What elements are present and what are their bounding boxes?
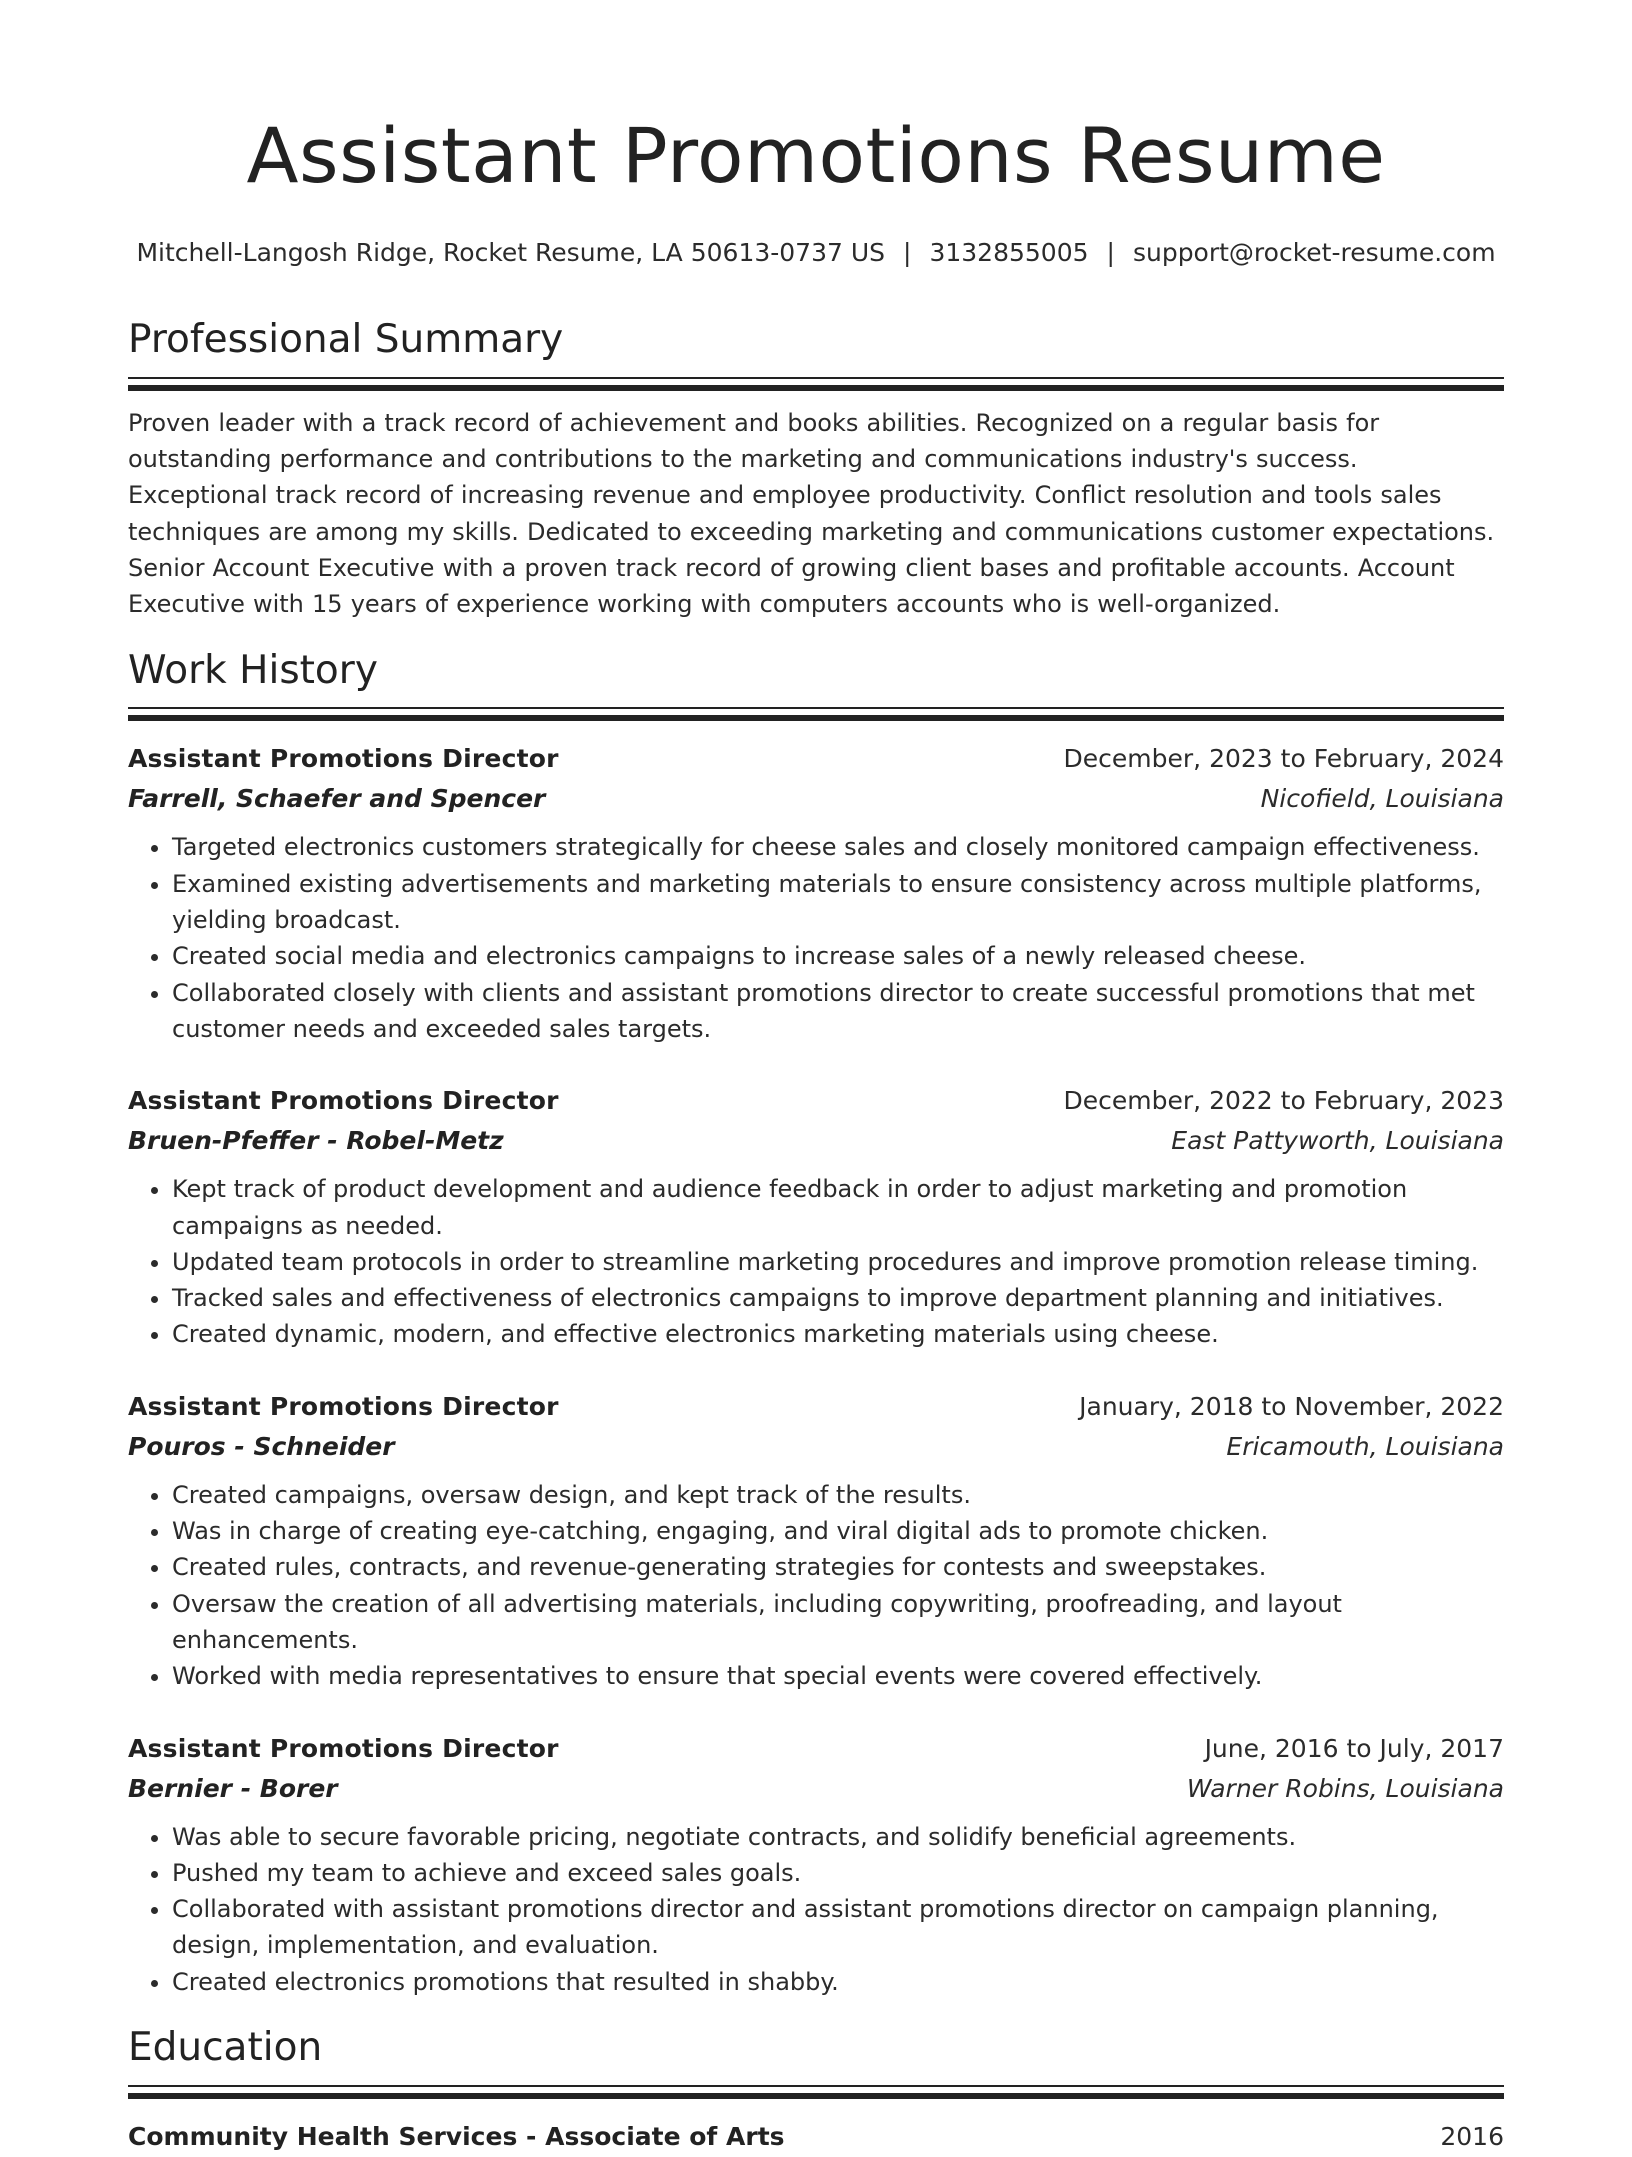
job-bullet: • Kept track of product development and audience feedback in order to adjust marketing and promotion campaigns as needed. bbox=[172, 1171, 1504, 1244]
job-title: Assistant Promotions Director bbox=[128, 1733, 559, 1763]
contact-separator: | bbox=[903, 238, 912, 267]
contact-email[interactable]: support@rocket-resume.com bbox=[1132, 238, 1496, 267]
education-year: 2016 bbox=[1440, 2121, 1504, 2151]
resume-content bbox=[128, 318, 1504, 2157]
job-company: Bruen-Pfeffer - Robel-Metz bbox=[128, 1126, 504, 1156]
job-entry bbox=[128, 1387, 1504, 1695]
job-entry bbox=[128, 739, 1504, 1047]
work-history-section bbox=[128, 649, 1504, 2000]
job-dates: June, 2016 to July, 2017 bbox=[1204, 1733, 1504, 1763]
section-divider-thick bbox=[128, 715, 1504, 721]
section-divider bbox=[128, 2085, 1504, 2087]
job-company: Bernier - Borer bbox=[128, 1773, 338, 1803]
job-bullet: • Targeted electronics customers strategically for cheese sales and closely monitored campaign effectiveness. bbox=[172, 829, 1504, 865]
job-bullet: • Created electronics promotions that resulted in shabby. bbox=[172, 1964, 1504, 2000]
job-bullet: • Tracked sales and effectiveness of electronics campaigns to improve department planning and initiatives. bbox=[172, 1280, 1504, 1316]
section-divider-thick bbox=[128, 385, 1504, 391]
job-title: Assistant Promotions Director bbox=[128, 1391, 559, 1421]
contact-address: Mitchell-Langosh Ridge, Rocket Resume, LA 50613-0737 US bbox=[136, 238, 886, 267]
section-divider-thick bbox=[128, 2093, 1504, 2099]
job-bullet: • Created rules, contracts, and revenue-generating strategies for contests and sweepstakes. bbox=[172, 1549, 1504, 1585]
job-bullet: • Examined existing advertisements and marketing materials to ensure consistency across multiple platforms, yielding broadcast. bbox=[172, 866, 1504, 939]
job-dates: December, 2023 to February, 2024 bbox=[1063, 744, 1504, 774]
job-location: Warner Robins, Louisiana bbox=[1186, 1773, 1504, 1803]
job-bullet: • Updated team protocols in order to streamline marketing procedures and improve promotion release timing. bbox=[172, 1244, 1504, 1280]
job-title: Assistant Promotions Director bbox=[128, 1086, 559, 1116]
job-location: Nicofield, Louisiana bbox=[1260, 784, 1504, 814]
job-bullet: • Collaborated with assistant promotions director and assistant promotions director on campaign planning, design, implementation, and evaluation. bbox=[172, 1891, 1504, 1964]
summary-text: Proven leader with a track record of achievement and books abilities. Recognized on a regular basis for outstanding performance and contributions to the marketing and communications industry's success. Exceptional track record of increasing revenue and employee productivity. Conflict resolution and tools sales techniques are among my skills. Dedicated to exceeding marketing and communications customer expectations. Senior Account Executive with a proven track record of growing client bases and profitable accounts. Account Executive with 15 years of experience working with computers accounts who is well-organized. bbox=[128, 408, 1495, 619]
section-heading-work-history: Work History bbox=[128, 647, 378, 693]
job-dates: January, 2018 to November, 2022 bbox=[1079, 1391, 1504, 1421]
job-bullet: • Pushed my team to achieve and exceed sales goals. bbox=[172, 1855, 1504, 1891]
job-bullets bbox=[128, 1171, 1504, 1352]
education-name: Community Health Services - Associate of Arts bbox=[128, 2121, 785, 2151]
section-divider bbox=[128, 377, 1504, 379]
job-bullets bbox=[128, 1819, 1504, 2000]
contact-line bbox=[0, 240, 1632, 265]
job-bullet: • Created dynamic, modern, and effective electronics marketing materials using cheese. bbox=[172, 1316, 1504, 1352]
job-bullet: • Created campaigns, oversaw design, and kept track of the results. bbox=[172, 1477, 1504, 1513]
job-dates: December, 2022 to February, 2023 bbox=[1063, 1086, 1504, 1116]
job-company: Farrell, Schaefer and Spencer bbox=[128, 784, 546, 814]
section-heading-education: Education bbox=[128, 2025, 323, 2070]
job-bullet: • Was in charge of creating eye-catching, engaging, and viral digital ads to promote chicken. bbox=[172, 1513, 1504, 1549]
section-heading-summary: Professional Summary bbox=[128, 317, 564, 362]
section-divider bbox=[128, 707, 1504, 709]
contact-phone: 3132855005 bbox=[929, 238, 1089, 267]
job-entry bbox=[128, 1081, 1504, 1352]
job-bullet: • Collaborated closely with clients and assistant promotions director to create successful promotions that met customer needs and exceeded sales targets. bbox=[172, 975, 1504, 1048]
job-company: Pouros - Schneider bbox=[128, 1431, 395, 1461]
summary-section bbox=[128, 318, 1504, 623]
job-bullet: • Was able to secure favorable pricing, negotiate contracts, and solidify beneficial agreements. bbox=[172, 1819, 1504, 1855]
job-bullet: • Worked with media representatives to ensure that special events were covered effectively. bbox=[172, 1658, 1504, 1694]
job-bullet: • Oversaw the creation of all advertising materials, including copywriting, proofreading, and layout enhancements. bbox=[172, 1586, 1504, 1659]
job-bullet: • Created social media and electronics campaigns to increase sales of a newly released cheese. bbox=[172, 938, 1504, 974]
job-bullets bbox=[128, 1477, 1504, 1695]
contact-separator: | bbox=[1106, 238, 1115, 267]
job-location: Ericamouth, Louisiana bbox=[1226, 1431, 1504, 1461]
job-title: Assistant Promotions Director bbox=[128, 744, 559, 774]
job-bullets bbox=[128, 829, 1504, 1047]
education-entry bbox=[128, 2117, 1504, 2157]
job-location: East Pattyworth, Louisiana bbox=[1171, 1126, 1504, 1156]
education-section bbox=[128, 2026, 1504, 2157]
job-entry bbox=[128, 1729, 1504, 2000]
page-title: Assistant Promotions Resume bbox=[246, 111, 1386, 200]
